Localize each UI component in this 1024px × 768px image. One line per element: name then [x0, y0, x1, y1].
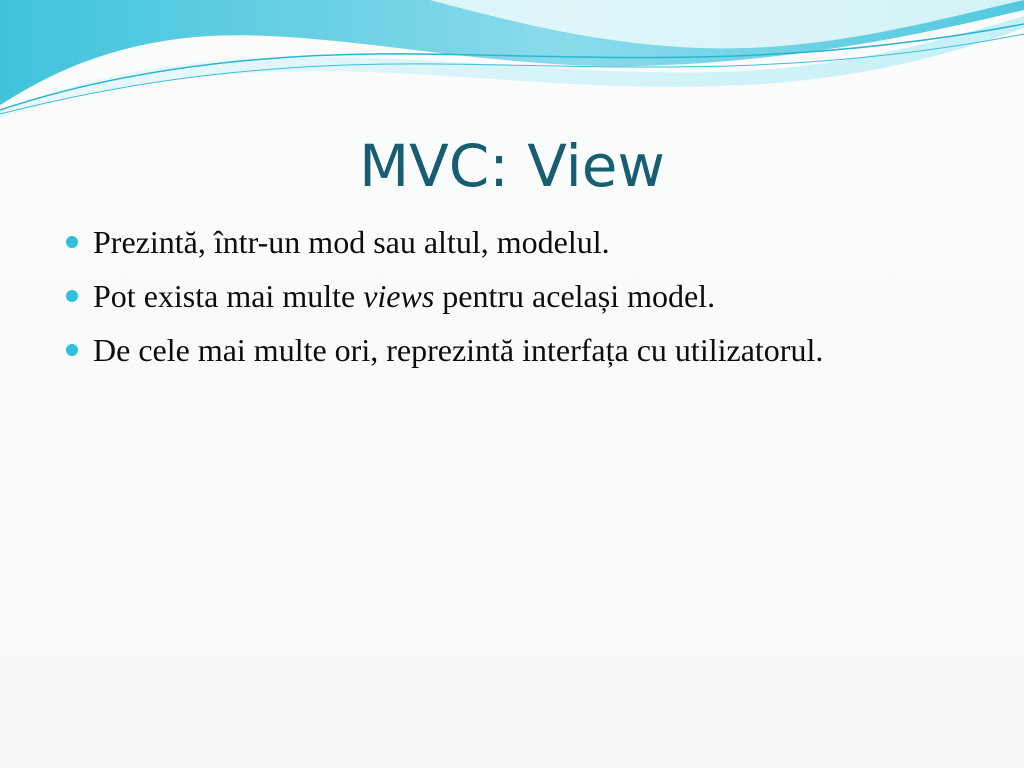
bullet-text: De cele mai multe ori, reprezintă interfața cu utilizatorul.	[93, 332, 824, 368]
bullet-dot-icon	[66, 290, 78, 302]
bullet-text: Prezintă, într-un mod sau altul, modelul.	[93, 224, 610, 260]
header-wave-decoration	[0, 0, 1024, 130]
bullet-text-end: pentru același model.	[434, 278, 716, 314]
bullet-item	[66, 220, 946, 264]
bullet-item	[66, 328, 946, 372]
bullet-text-start: Pot exista mai multe	[93, 278, 364, 314]
bullet-dot-icon	[66, 236, 78, 248]
slide-title: MVC: View	[359, 132, 665, 200]
bullet-item	[66, 274, 946, 318]
bullet-list	[66, 220, 946, 382]
bullet-dot-icon	[66, 344, 78, 356]
bullet-text-emphasis: views	[363, 278, 435, 314]
